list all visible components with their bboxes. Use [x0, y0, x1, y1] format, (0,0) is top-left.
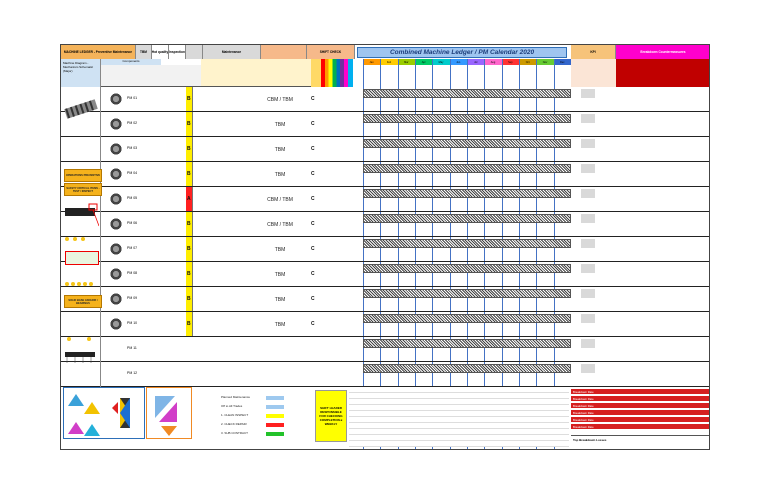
breakdown-rate-row: Breakdown Rate — [571, 403, 710, 409]
smiley-icon — [81, 237, 85, 241]
calendar-schedule-bar[interactable] — [363, 214, 571, 223]
shift-check-mark: C — [311, 296, 315, 302]
legend-swatch — [266, 432, 284, 436]
priority-letter: B — [187, 171, 191, 177]
legend-triangles-2 — [147, 388, 191, 438]
header-breakdown: Breakdown Countermeasures — [616, 45, 710, 59]
calendar-schedule-bar[interactable] — [363, 114, 571, 123]
table-row[interactable] — [61, 162, 710, 187]
calendar-schedule-bar[interactable] — [363, 364, 571, 373]
legend-label: Planned Maintenance — [221, 395, 251, 399]
header-ledger-label: MACHINE LEDGER - Preventive Maintenance — [61, 45, 136, 59]
month-header-aug: Aug — [484, 59, 501, 65]
conveyor-belt-image — [63, 200, 99, 228]
component-thumbnail — [108, 118, 124, 130]
breakdown-rate-row: Breakdown Rate — [571, 424, 710, 430]
pm-code: PM 04 — [127, 171, 138, 175]
calendar-schedule-bar[interactable] — [363, 339, 571, 348]
legend-diagram-right — [146, 387, 192, 439]
kpi-cell — [581, 164, 595, 173]
month-header-jan: Jan — [363, 59, 380, 65]
legend-swatch — [266, 423, 284, 427]
kpi-cell — [581, 339, 595, 348]
legend-diagram-left — [63, 387, 145, 439]
kpi-subheader — [571, 59, 616, 87]
maintenance-type: TBM — [274, 172, 286, 178]
legend-label: 1. CLEAN INSPECT — [221, 413, 249, 417]
pm-code: PM 07 — [127, 246, 138, 250]
month-header-mar: Mar — [398, 59, 415, 65]
pm-code: PM 08 — [127, 271, 138, 275]
priority-letter: B — [187, 96, 191, 102]
month-header-nov: Nov — [536, 59, 553, 65]
maintenance-headers — [201, 59, 311, 87]
priority-letter: B — [187, 321, 191, 327]
component-thumbnail — [108, 368, 124, 380]
calendar-schedule-bar[interactable] — [363, 289, 571, 298]
priority-letter: B — [187, 146, 191, 152]
header-blank — [186, 45, 203, 59]
conveyor-roller-image — [63, 89, 99, 129]
header-tbm: TBM — [136, 45, 152, 59]
kpi-cell — [581, 239, 595, 248]
month-header-oct: Oct — [519, 59, 536, 65]
smiley-icon — [65, 237, 69, 241]
shift-check-mark: C — [311, 321, 315, 327]
kpi-cell — [581, 314, 595, 323]
shift-check-mark: C — [311, 96, 315, 102]
shift-check-mark: C — [311, 221, 315, 227]
bottom-grid — [349, 387, 569, 447]
calendar-schedule-bar[interactable] — [363, 239, 571, 248]
maintenance-type: TBM — [274, 322, 286, 328]
smiley-icon — [89, 282, 93, 286]
machine-ledger-sheet — [60, 44, 710, 450]
machine-diagram-label: Machine Diagram - Mechanism Schematic (Major) — [61, 59, 101, 87]
month-header-may: May — [432, 59, 449, 65]
month-header-jun: Jun — [450, 59, 467, 65]
header-inspection: Inspection — [169, 45, 186, 59]
component-thumbnail — [108, 243, 124, 255]
legend-swatch — [266, 414, 284, 418]
breakdown-rate-row: Breakdown Rate — [571, 396, 710, 402]
smiley-icon — [77, 282, 81, 286]
kpi-cell — [581, 214, 595, 223]
table-row[interactable] — [61, 87, 710, 112]
smiley-icon — [87, 337, 91, 341]
table-row[interactable] — [61, 337, 710, 362]
pm-code: PM 01 — [127, 96, 138, 100]
pm-code: PM 11 — [127, 346, 137, 350]
pm-code: PM 12 — [127, 371, 138, 375]
component-thumbnail — [108, 93, 124, 105]
priority-letter: B — [187, 271, 191, 277]
smiley-icon — [67, 337, 71, 341]
priority-letter: B — [187, 121, 191, 127]
breakdown-rate-row: Breakdown Rate — [571, 417, 710, 423]
shift-color-strip — [321, 59, 353, 87]
component-detail-image — [65, 251, 99, 265]
maintenance-type: TBM — [274, 147, 286, 153]
smiley-icon — [65, 282, 69, 286]
priority-letter: B — [187, 221, 191, 227]
month-header-feb: Feb — [380, 59, 397, 65]
shift-check-mark: C — [311, 171, 315, 177]
month-header-sep: Sep — [502, 59, 519, 65]
table-row[interactable] — [61, 237, 710, 262]
shift-check-mark: C — [311, 146, 315, 152]
breakdown-rate-row: Breakdown Rate — [571, 389, 710, 395]
maintenance-type: TBM — [274, 122, 286, 128]
legend-swatch — [266, 396, 284, 400]
shift-check-mark: C — [311, 121, 315, 127]
pm-code: PM 02 — [127, 121, 138, 125]
kpi-cell — [581, 114, 595, 123]
shift-leader-note: SHIFT LEADER RESPONSIBLE FOR CHECKING COMPLETION ≥ WEEKLY — [315, 390, 347, 442]
component-thumbnail — [108, 293, 124, 305]
calendar-schedule-bar[interactable] — [363, 189, 571, 198]
diagram-column — [63, 87, 101, 387]
top-breakdown-losses: Top Breakdown Losses — [571, 435, 710, 445]
component-thumbnail — [108, 343, 124, 355]
badge-safety-critical: SAFETY CRITICAL ITEMS - TEST / INSPECT — [64, 183, 102, 196]
badge-operations-preventive: OPERATIONS PREVENTIVE — [64, 169, 102, 182]
calendar-schedule-bar[interactable] — [363, 264, 571, 273]
header-shift-check: SHIFT CHECK — [307, 45, 355, 59]
calendar-schedule-bar[interactable] — [363, 89, 571, 98]
pm-code: PM 09 — [127, 296, 138, 300]
component-thumbnail — [108, 218, 124, 230]
kpi-cell — [581, 264, 595, 273]
maintenance-type: CBM / TBM — [267, 222, 293, 228]
priority-letter: B — [187, 296, 191, 302]
header-maintenance: Maintenance — [203, 45, 261, 59]
pm-code: PM 03 — [127, 146, 138, 150]
legend-label: Off to All Trades — [221, 404, 243, 408]
table-row[interactable] — [61, 187, 710, 212]
kpi-cell — [581, 189, 595, 198]
calendar-schedule-bar[interactable] — [363, 164, 571, 173]
pm-code: PM 06 — [127, 221, 138, 225]
legend-label: 3. SUB CONTRACT — [221, 431, 249, 435]
table-row[interactable] — [61, 287, 710, 312]
priority-letter: B — [187, 246, 191, 252]
priority-letter: A — [187, 196, 191, 202]
component-thumbnail — [108, 143, 124, 155]
kpi-cell — [581, 139, 595, 148]
component-thumbnail — [108, 193, 124, 205]
month-header-jul: Jul — [467, 59, 484, 65]
page-title: Combined Machine Ledger / PM Calendar 2020 — [357, 47, 567, 58]
legend-label: 2. CHECK REPAIR — [221, 422, 247, 426]
maintenance-type: TBM — [274, 272, 286, 278]
shift-check-mark: C — [311, 196, 315, 202]
table-row[interactable] — [61, 312, 710, 337]
legend-triangles — [64, 388, 144, 438]
maintenance-type: CBM / TBM — [267, 97, 293, 103]
component-thumbnail — [108, 318, 124, 330]
belt-base-image — [63, 350, 99, 364]
smiley-icon — [73, 237, 77, 241]
shift-check-mark: C — [311, 271, 315, 277]
component-thumbnail — [108, 268, 124, 280]
header-blank-2 — [261, 45, 307, 59]
maintenance-type: TBM — [274, 297, 286, 303]
component-thumbnail — [108, 168, 124, 180]
badge-solid-base: SOLID BASE ANCHOR / BEARINGS — [64, 295, 102, 308]
table-row[interactable] — [61, 262, 710, 287]
legend-swatch — [266, 405, 284, 409]
calendar-schedule-bar[interactable] — [363, 139, 571, 148]
breakdown-subheader — [616, 59, 710, 87]
maintenance-type: TBM — [274, 247, 286, 253]
calendar-schedule-bar[interactable] — [363, 314, 571, 323]
kpi-cell — [581, 364, 595, 373]
month-header-apr: Apr — [415, 59, 432, 65]
header-kpi: KPI — [571, 45, 616, 59]
header-hot-quality: Hot quality — [152, 45, 169, 59]
kpi-cell — [581, 89, 595, 98]
smiley-icon — [71, 282, 75, 286]
pm-code: PM 05 — [127, 196, 138, 200]
components-label: Components — [101, 59, 161, 65]
shift-check-header — [311, 59, 321, 87]
pm-code: PM 10 — [127, 321, 138, 325]
smiley-icon — [83, 282, 87, 286]
table-row[interactable] — [61, 362, 710, 387]
month-header-dec: Dec — [554, 59, 571, 65]
table-row[interactable] — [61, 137, 710, 162]
maintenance-type: CBM / TBM — [267, 197, 293, 203]
table-row[interactable] — [61, 212, 710, 237]
table-row[interactable] — [61, 112, 710, 137]
column-headers — [101, 65, 201, 87]
kpi-cell — [581, 289, 595, 298]
breakdown-rate-row: Breakdown Rate — [571, 410, 710, 416]
shift-check-mark: C — [311, 246, 315, 252]
